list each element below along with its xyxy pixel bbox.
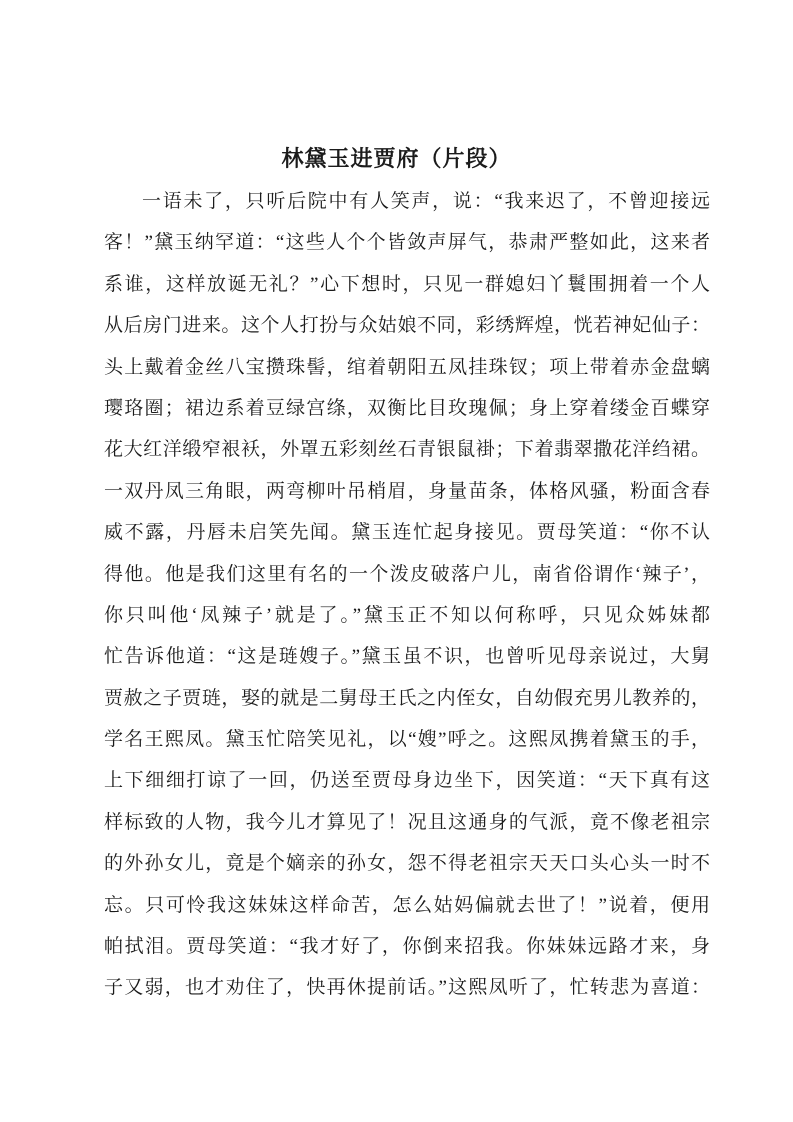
text-line: 从后房门进来。这个人打扮与众姑娘不同，彩绣辉煌，恍若神妃仙子： [104,315,710,337]
text-line: 你只叫他‘凤辣子’就是了。”黛玉正不知以何称呼，只见众姊妹都 [104,604,710,626]
document-body [104,181,710,1009]
text-line: 头上戴着金丝八宝攒珠髻，绾着朝阳五凤挂珠钗；项上带着赤金盘螭 [104,356,710,378]
text-line: 忘。只可怜我这妹妹这样命苦，怎么姑妈偏就去世了！”说着，便用 [104,894,710,916]
text-line: 上下细细打谅了一回，仍送至贾母身边坐下，因笑道：“天下真有这 [104,770,710,792]
text-line: 威不露，丹唇未启笑先闻。黛玉连忙起身接见。贾母笑道：“你不认 [104,522,710,544]
text-line: 样标致的人物，我今儿才算见了！况且这通身的气派，竟不像老祖宗 [104,811,710,833]
text-line: 系谁，这样放诞无礼？”心下想时，只见一群媳妇丫鬟围拥着一个人 [104,273,710,295]
text-line: 客！”黛玉纳罕道：“这些人个个皆敛声屏气，恭肃严整如此，这来者 [104,232,710,254]
text-line: 花大红洋缎窄裉袄，外罩五彩刻丝石青银鼠褂；下着翡翠撒花洋绉裙。 [104,439,710,461]
text-line: 帕拭泪。贾母笑道：“我才好了，你倒来招我。你妹妹远路才来，身 [104,936,710,958]
text-line: 得他。他是我们这里有名的一个泼皮破落户儿，南省俗谓作‘辣子’， [104,563,710,585]
text-line: 子又弱，也才劝住了，快再休提前话。”这熙凤听了，忙转悲为喜道： [104,977,710,999]
text-line: 的外孙女儿，竟是个嫡亲的孙女，怨不得老祖宗天天口头心头一时不 [104,853,710,875]
text-line: 学名王熙凤。黛玉忙陪笑见礼，以“嫂”呼之。这熙凤携着黛玉的手， [104,729,710,751]
text-line: 忙告诉他道：“这是琏嫂子。”黛玉虽不识，也曾听见母亲说过，大舅 [104,646,710,668]
document-title: 林黛玉进贾府（片段） [281,146,512,171]
text-line: 璎珞圈；裙边系着豆绿宫绦，双衡比目玫瑰佩；身上穿着缕金百蝶穿 [104,397,710,419]
text-line: 一双丹凤三角眼，两弯柳叶吊梢眉，身量苗条，体格风骚，粉面含春 [104,480,710,502]
text-line: 贾赦之子贾琏，娶的就是二舅母王氏之内侄女，自幼假充男儿教养的， [104,687,710,709]
text-line: 一语未了，只听后院中有人笑声，说：“我来迟了，不曾迎接远 [142,191,710,212]
